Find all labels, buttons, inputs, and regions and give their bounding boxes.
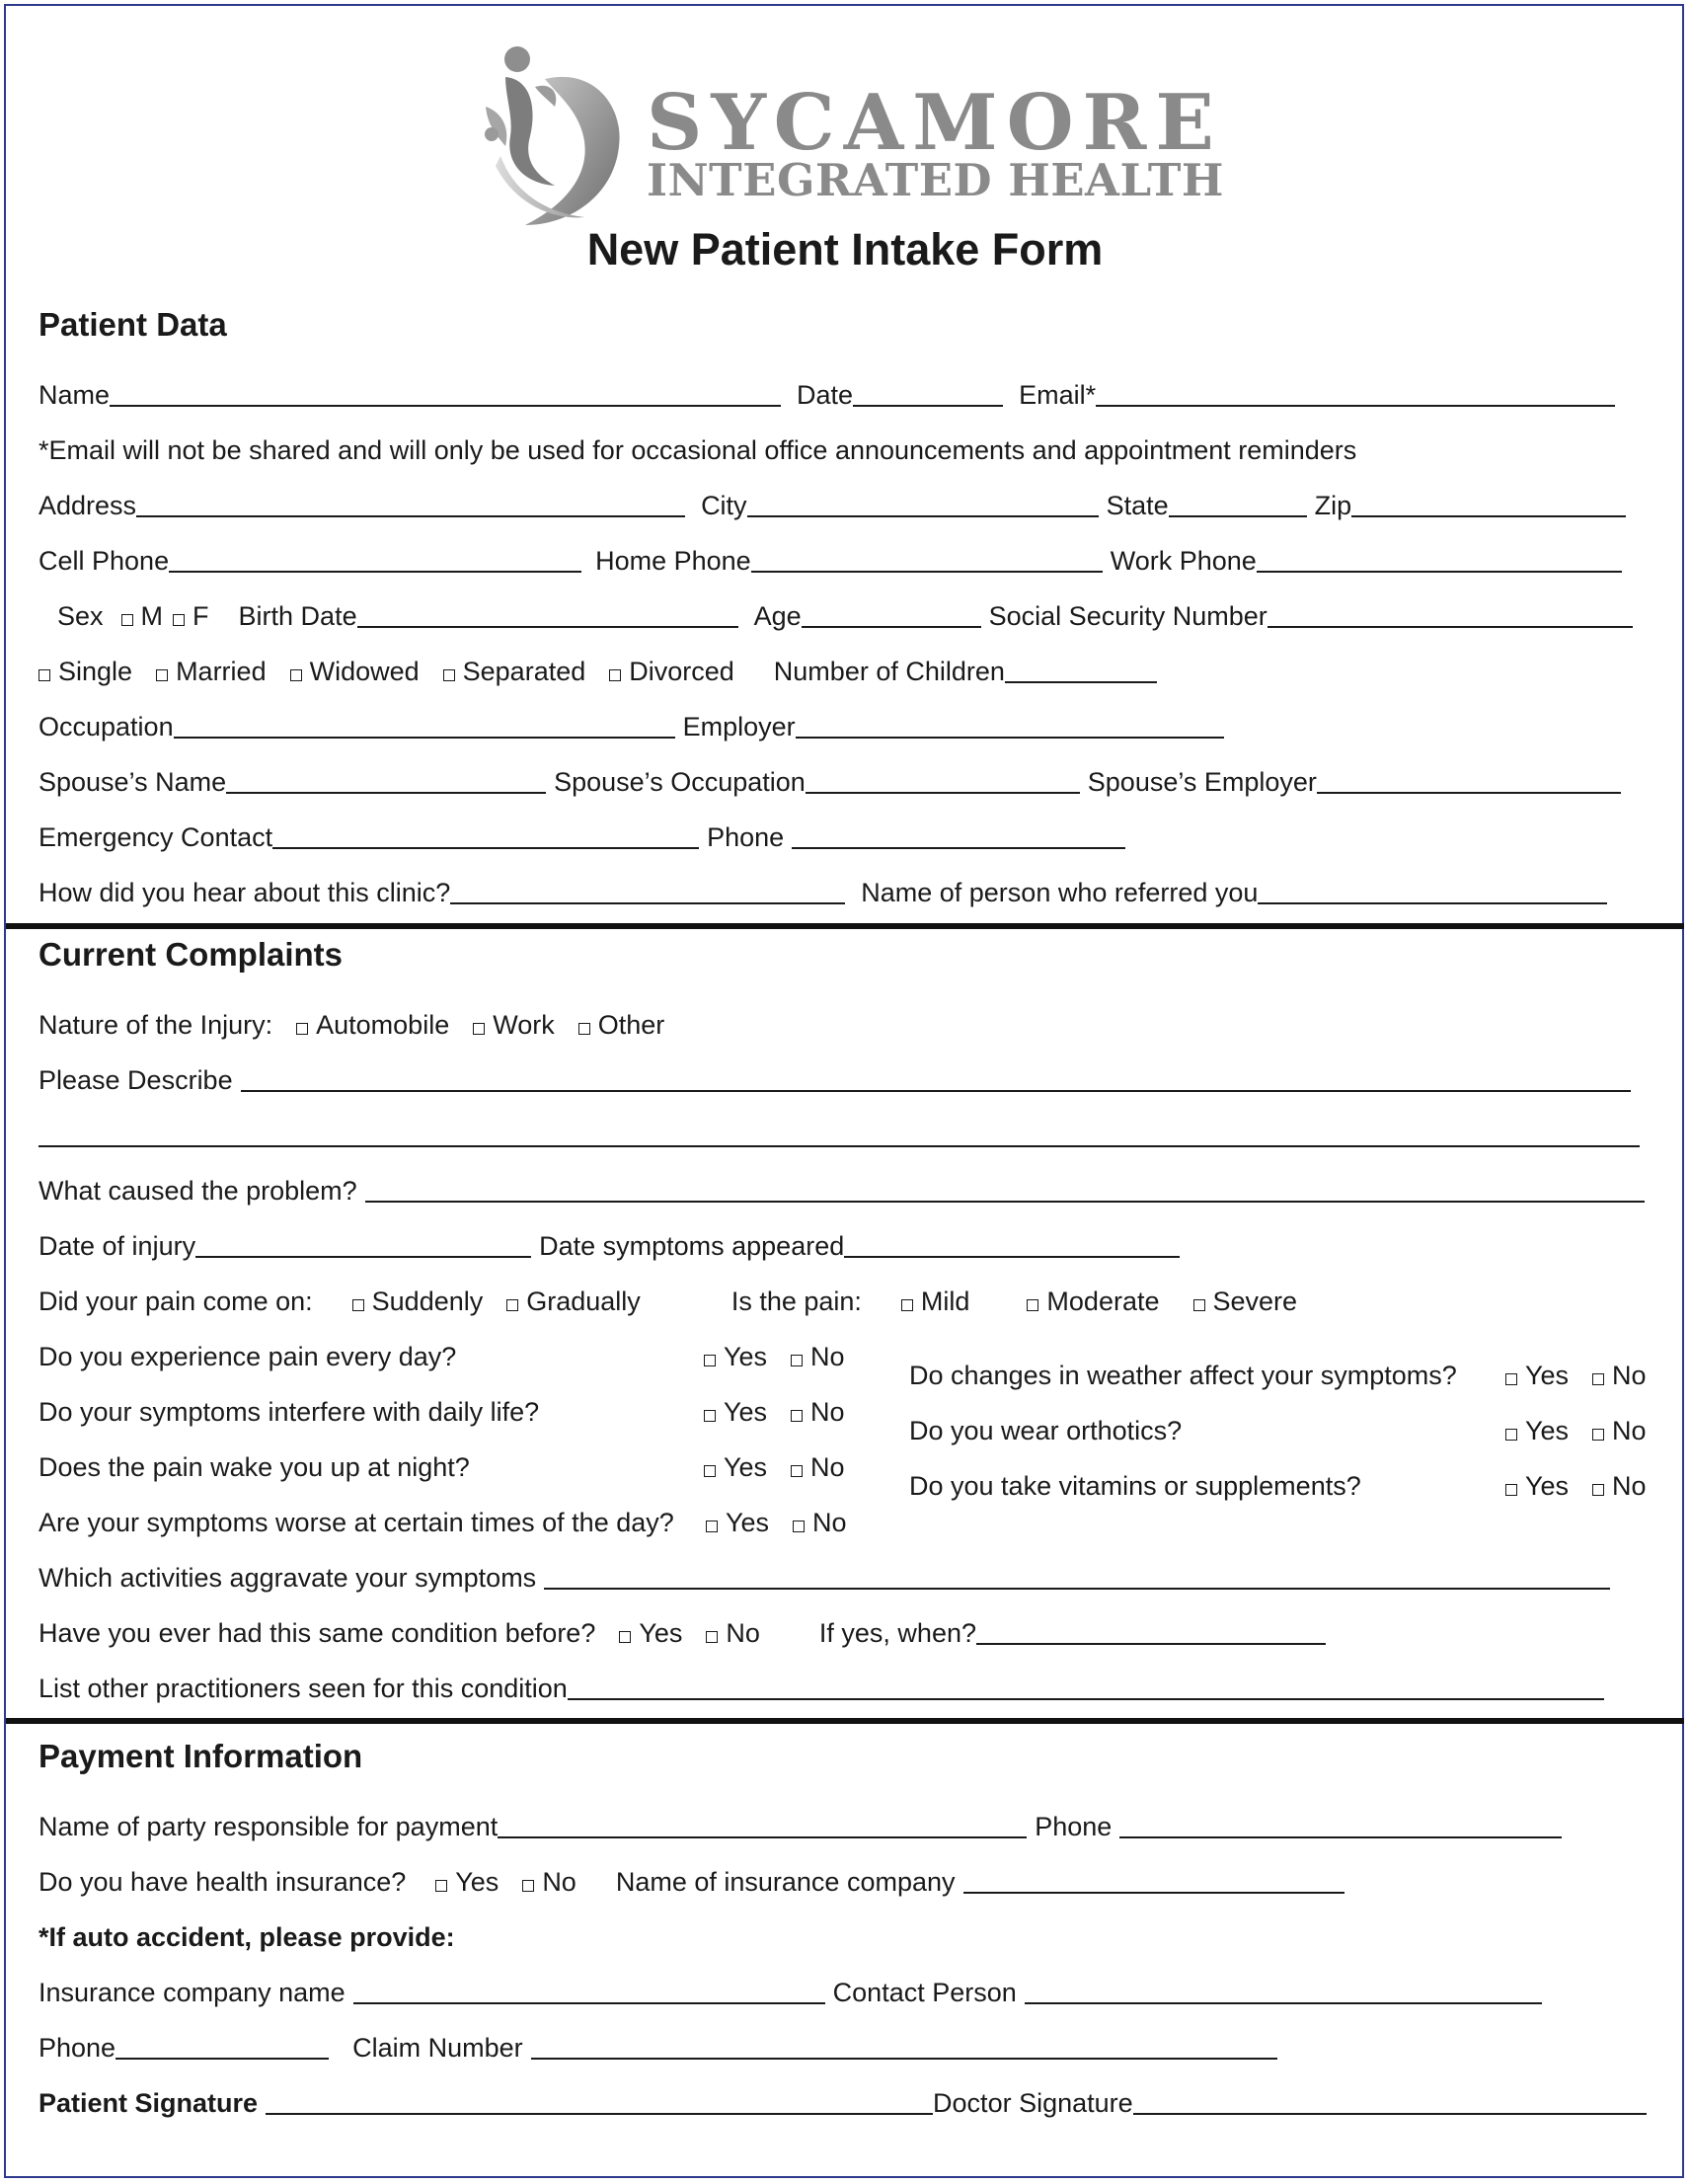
spouse-occupation-field[interactable] — [806, 765, 1080, 794]
work-phone-label: Work Phone — [1110, 545, 1257, 576]
if-yes-when-label: If yes, when? — [818, 1617, 976, 1648]
divorced-checkbox[interactable] — [609, 669, 621, 681]
question-every-day — [38, 1333, 887, 1372]
widowed-checkbox[interactable] — [290, 669, 302, 681]
sex-male-checkbox[interactable] — [121, 614, 133, 626]
row-health-insurance — [38, 1858, 1662, 1898]
email-note: *Email will not be shared and will only be used for occasional office announcements and appointment reminders — [38, 434, 1357, 465]
separated-checkbox[interactable] — [443, 669, 455, 681]
sex-female-checkbox[interactable] — [173, 614, 185, 626]
other-checkbox[interactable] — [578, 1023, 590, 1035]
describe-field[interactable] — [241, 1063, 1631, 1092]
work-label: Work — [493, 1009, 555, 1040]
spouse-occupation-label: Spouse’s Occupation — [554, 766, 806, 797]
question-wake — [38, 1443, 887, 1483]
q-vitamins-label: Do you take vitamins or supplements? — [909, 1470, 1361, 1501]
pain-came-on-label: Did your pain come on: — [38, 1286, 313, 1316]
ssn-field[interactable] — [1268, 599, 1633, 628]
home-phone-label: Home Phone — [595, 545, 751, 576]
claim-number-label: Claim Number — [352, 2032, 523, 2063]
suddenly-checkbox[interactable] — [352, 1299, 364, 1311]
header — [0, 38, 1690, 235]
insurance-company-label: Name of insurance company — [615, 1866, 956, 1897]
q-orthotics-yes-checkbox[interactable] — [1505, 1429, 1517, 1441]
section-title-patient-data: Patient Data — [38, 306, 227, 343]
sycamore-logo-icon — [476, 38, 634, 235]
gradually-label: Gradually — [526, 1286, 641, 1316]
hear-about-label: How did you hear about this clinic? — [38, 877, 451, 907]
question-vitamins — [909, 1462, 1659, 1502]
same-before-yes-label: Yes — [639, 1617, 683, 1648]
age-field[interactable] — [802, 599, 981, 628]
mild-checkbox[interactable] — [901, 1299, 913, 1311]
question-worse-times — [38, 1499, 887, 1538]
spouse-name-field[interactable] — [226, 765, 546, 794]
row-spouse — [38, 758, 1662, 798]
other-practitioners-field[interactable] — [568, 1672, 1604, 1700]
employer-field[interactable] — [796, 710, 1224, 739]
q-vitamins-yes-label: Yes — [1525, 1470, 1570, 1501]
row-insurance-company — [38, 1969, 1662, 2008]
patient-signature-field[interactable] — [266, 2086, 933, 2115]
row-describe — [38, 1056, 1662, 1096]
row-emergency — [38, 814, 1662, 853]
question-interfere — [38, 1388, 887, 1428]
claim-phone-label: Phone — [38, 2032, 116, 2063]
claim-number-field[interactable] — [531, 2031, 1277, 2060]
other-practitioners-label: List other practitioners seen for this condition — [38, 1673, 568, 1703]
cell-phone-label: Cell Phone — [38, 545, 170, 576]
city-label: City — [701, 490, 747, 520]
suddenly-label: Suddenly — [371, 1286, 484, 1316]
q-every-day-yes-label: Yes — [724, 1341, 768, 1371]
children-field[interactable] — [1005, 655, 1157, 683]
same-before-no-checkbox[interactable] — [706, 1631, 718, 1643]
doctor-signature-field[interactable] — [1133, 2086, 1647, 2115]
divider-1 — [6, 923, 1684, 929]
row-describe-continued — [38, 1112, 1662, 1151]
responsible-phone-label: Phone — [1035, 1811, 1113, 1841]
name-field[interactable] — [110, 378, 781, 407]
q-interfere-yes-label: Yes — [724, 1396, 768, 1427]
zip-field[interactable] — [1351, 489, 1626, 517]
section-title-complaints: Current Complaints — [38, 936, 344, 973]
q-wake-no-checkbox[interactable] — [791, 1465, 803, 1477]
age-label: Age — [753, 600, 802, 631]
sex-label: Sex — [57, 600, 104, 631]
q-orthotics-label: Do you wear orthotics? — [909, 1415, 1183, 1445]
divider-2 — [6, 1718, 1684, 1724]
q-worse-times-no-label: No — [812, 1507, 847, 1537]
row-referral — [38, 869, 1662, 908]
row-signatures — [38, 2079, 1662, 2119]
q-wake-yes-label: Yes — [724, 1451, 768, 1482]
q-every-day-label: Do you experience pain every day? — [38, 1341, 457, 1371]
question-orthotics — [909, 1407, 1659, 1446]
severe-checkbox[interactable] — [1193, 1299, 1205, 1311]
health-insurance-label: Do you have health insurance? — [38, 1866, 407, 1897]
automobile-checkbox[interactable] — [296, 1023, 308, 1035]
ins-company-name-label: Insurance company name — [38, 1977, 346, 2007]
nature-label: Nature of the Injury: — [38, 1009, 273, 1040]
emergency-phone-field[interactable] — [792, 820, 1125, 849]
q-weather-no-label: No — [1612, 1360, 1647, 1390]
q-wake-yes-checkbox[interactable] — [704, 1465, 716, 1477]
children-label: Number of Children — [773, 656, 1005, 686]
spouse-employer-label: Spouse’s Employer — [1087, 766, 1317, 797]
row-claim — [38, 2024, 1662, 2064]
row-marital-status — [38, 648, 1662, 687]
single-label: Single — [58, 656, 133, 686]
home-phone-field[interactable] — [751, 544, 1103, 573]
severe-label: Severe — [1212, 1286, 1298, 1316]
auto-accident-label: *If auto accident, please provide: — [38, 1921, 455, 1952]
ins-company-name-field[interactable] — [353, 1976, 825, 2004]
date-injury-field[interactable] — [195, 1229, 531, 1258]
aggravate-label: Which activities aggravate your symptoms — [38, 1562, 537, 1593]
gradually-checkbox[interactable] — [506, 1299, 518, 1311]
cell-phone-field[interactable] — [169, 544, 581, 573]
row-occupation — [38, 703, 1662, 742]
name-label: Name — [38, 379, 111, 410]
if-yes-when-field[interactable] — [976, 1616, 1326, 1645]
ssn-label: Social Security Number — [988, 600, 1268, 631]
q-vitamins-no-checkbox[interactable] — [1592, 1484, 1604, 1496]
row-caused — [38, 1167, 1662, 1207]
brand-name: SYCAMORE — [647, 78, 1223, 168]
insurance-yes-checkbox[interactable] — [435, 1880, 447, 1892]
responsible-field[interactable] — [498, 1810, 1027, 1838]
contact-person-label: Contact Person — [832, 1977, 1017, 2007]
address-label: Address — [38, 490, 137, 520]
same-before-no-label: No — [726, 1617, 760, 1648]
emergency-contact-field[interactable] — [272, 820, 699, 849]
occupation-field[interactable] — [174, 710, 675, 739]
q-orthotics-no-checkbox[interactable] — [1592, 1429, 1604, 1441]
employer-label: Employer — [682, 711, 796, 741]
married-checkbox[interactable] — [156, 669, 168, 681]
q-every-day-no-label: No — [810, 1341, 845, 1371]
occupation-label: Occupation — [38, 711, 174, 741]
doctor-signature-label: Doctor Signature — [933, 2087, 1133, 2118]
date-label: Date — [797, 379, 854, 410]
zip-label: Zip — [1314, 490, 1352, 520]
widowed-label: Widowed — [309, 656, 420, 686]
insurance-no-label: No — [542, 1866, 576, 1897]
row-dates — [38, 1222, 1662, 1262]
question-weather — [909, 1352, 1659, 1391]
row-phones — [38, 537, 1662, 577]
q-every-day-yes-checkbox[interactable] — [704, 1355, 716, 1366]
referred-by-label: Name of person who referred you — [861, 877, 1259, 907]
insurance-company-field[interactable] — [963, 1865, 1344, 1894]
row-other-practitioners — [38, 1665, 1662, 1704]
row-address — [38, 482, 1662, 521]
q-worse-times-no-checkbox[interactable] — [793, 1521, 805, 1532]
q-weather-label: Do changes in weather affect your symptoms? — [909, 1360, 1457, 1390]
responsible-label: Name of party responsible for payment — [38, 1811, 499, 1841]
is-pain-label: Is the pain: — [730, 1286, 862, 1316]
divorced-label: Divorced — [629, 656, 734, 686]
describe-label: Please Describe — [38, 1064, 233, 1095]
state-field[interactable] — [1169, 489, 1307, 517]
work-checkbox[interactable] — [473, 1023, 485, 1035]
birth-date-field[interactable] — [357, 599, 738, 628]
row-pain-onset — [38, 1278, 1662, 1317]
address-field[interactable] — [136, 489, 685, 517]
row-responsible — [38, 1803, 1662, 1842]
q-weather-no-checkbox[interactable] — [1592, 1373, 1604, 1385]
single-checkbox[interactable] — [38, 669, 50, 681]
city-field[interactable] — [747, 489, 1099, 517]
responsible-phone-field[interactable] — [1119, 1810, 1562, 1838]
claim-phone-field[interactable] — [115, 2031, 329, 2060]
insurance-no-checkbox[interactable] — [522, 1880, 534, 1892]
q-interfere-no-label: No — [810, 1396, 845, 1427]
form-title: New Patient Intake Form — [586, 224, 1104, 274]
sex-female-label: F — [192, 600, 209, 631]
row-auto-accident — [38, 1913, 1662, 1953]
q-orthotics-no-label: No — [1612, 1415, 1647, 1445]
email-label: Email* — [1019, 379, 1097, 410]
q-interfere-label: Do your symptoms interfere with daily life? — [38, 1396, 540, 1427]
date-symptoms-label: Date symptoms appeared — [539, 1230, 845, 1261]
q-vitamins-no-label: No — [1612, 1470, 1647, 1501]
brand-subtitle: INTEGRATED HEALTH — [647, 154, 1224, 206]
mild-label: Mild — [920, 1286, 970, 1316]
state-label: State — [1106, 490, 1169, 520]
emergency-contact-label: Emergency Contact — [38, 821, 273, 852]
q-worse-times-yes-checkbox[interactable] — [706, 1521, 718, 1532]
date-symptoms-field[interactable] — [844, 1229, 1180, 1258]
row-nature-injury — [38, 1001, 1662, 1041]
row-email-note — [38, 427, 1662, 466]
married-label: Married — [176, 656, 267, 686]
spouse-employer-field[interactable] — [1317, 765, 1621, 794]
spouse-name-label: Spouse’s Name — [38, 766, 227, 797]
automobile-label: Automobile — [316, 1009, 450, 1040]
q-wake-no-label: No — [810, 1451, 845, 1482]
emergency-phone-label: Phone — [707, 821, 785, 852]
q-weather-yes-label: Yes — [1525, 1360, 1570, 1390]
caused-label: What caused the problem? — [38, 1175, 357, 1206]
row-aggravate — [38, 1554, 1662, 1594]
separated-label: Separated — [462, 656, 586, 686]
date-field[interactable] — [853, 378, 1003, 407]
q-orthotics-yes-label: Yes — [1525, 1415, 1570, 1445]
insurance-yes-label: Yes — [455, 1866, 499, 1897]
q-worse-times-yes-label: Yes — [726, 1507, 770, 1537]
patient-signature-label: Patient Signature — [38, 2087, 259, 2118]
work-phone-field[interactable] — [1257, 544, 1622, 573]
aggravate-field[interactable] — [544, 1561, 1610, 1590]
row-name-date-email — [38, 371, 1662, 411]
q-wake-label: Does the pain wake you up at night? — [38, 1451, 470, 1482]
sex-male-label: M — [140, 600, 164, 631]
moderate-checkbox[interactable] — [1027, 1299, 1038, 1311]
date-injury-label: Date of injury — [38, 1230, 196, 1261]
row-same-before — [38, 1609, 1662, 1649]
q-interfere-yes-checkbox[interactable] — [704, 1410, 716, 1422]
q-interfere-no-checkbox[interactable] — [791, 1410, 803, 1422]
row-sex-birth — [57, 592, 1662, 632]
q-every-day-no-checkbox[interactable] — [791, 1355, 803, 1366]
same-before-label: Have you ever had this same condition before? — [38, 1617, 596, 1648]
birth-date-label: Birth Date — [238, 600, 357, 631]
caused-field[interactable] — [365, 1174, 1645, 1203]
section-title-payment: Payment Information — [38, 1738, 363, 1774]
referred-by-field[interactable] — [1258, 876, 1607, 904]
contact-person-field[interactable] — [1025, 1976, 1542, 2004]
q-vitamins-yes-checkbox[interactable] — [1505, 1484, 1517, 1496]
q-weather-yes-checkbox[interactable] — [1505, 1373, 1517, 1385]
email-field[interactable] — [1096, 378, 1615, 407]
other-label: Other — [597, 1009, 665, 1040]
hear-about-field[interactable] — [450, 876, 845, 904]
describe-field-continued[interactable] — [38, 1119, 1640, 1147]
q-worse-times-label: Are your symptoms worse at certain times of the day? — [38, 1507, 674, 1537]
same-before-yes-checkbox[interactable] — [619, 1631, 631, 1643]
moderate-label: Moderate — [1046, 1286, 1160, 1316]
